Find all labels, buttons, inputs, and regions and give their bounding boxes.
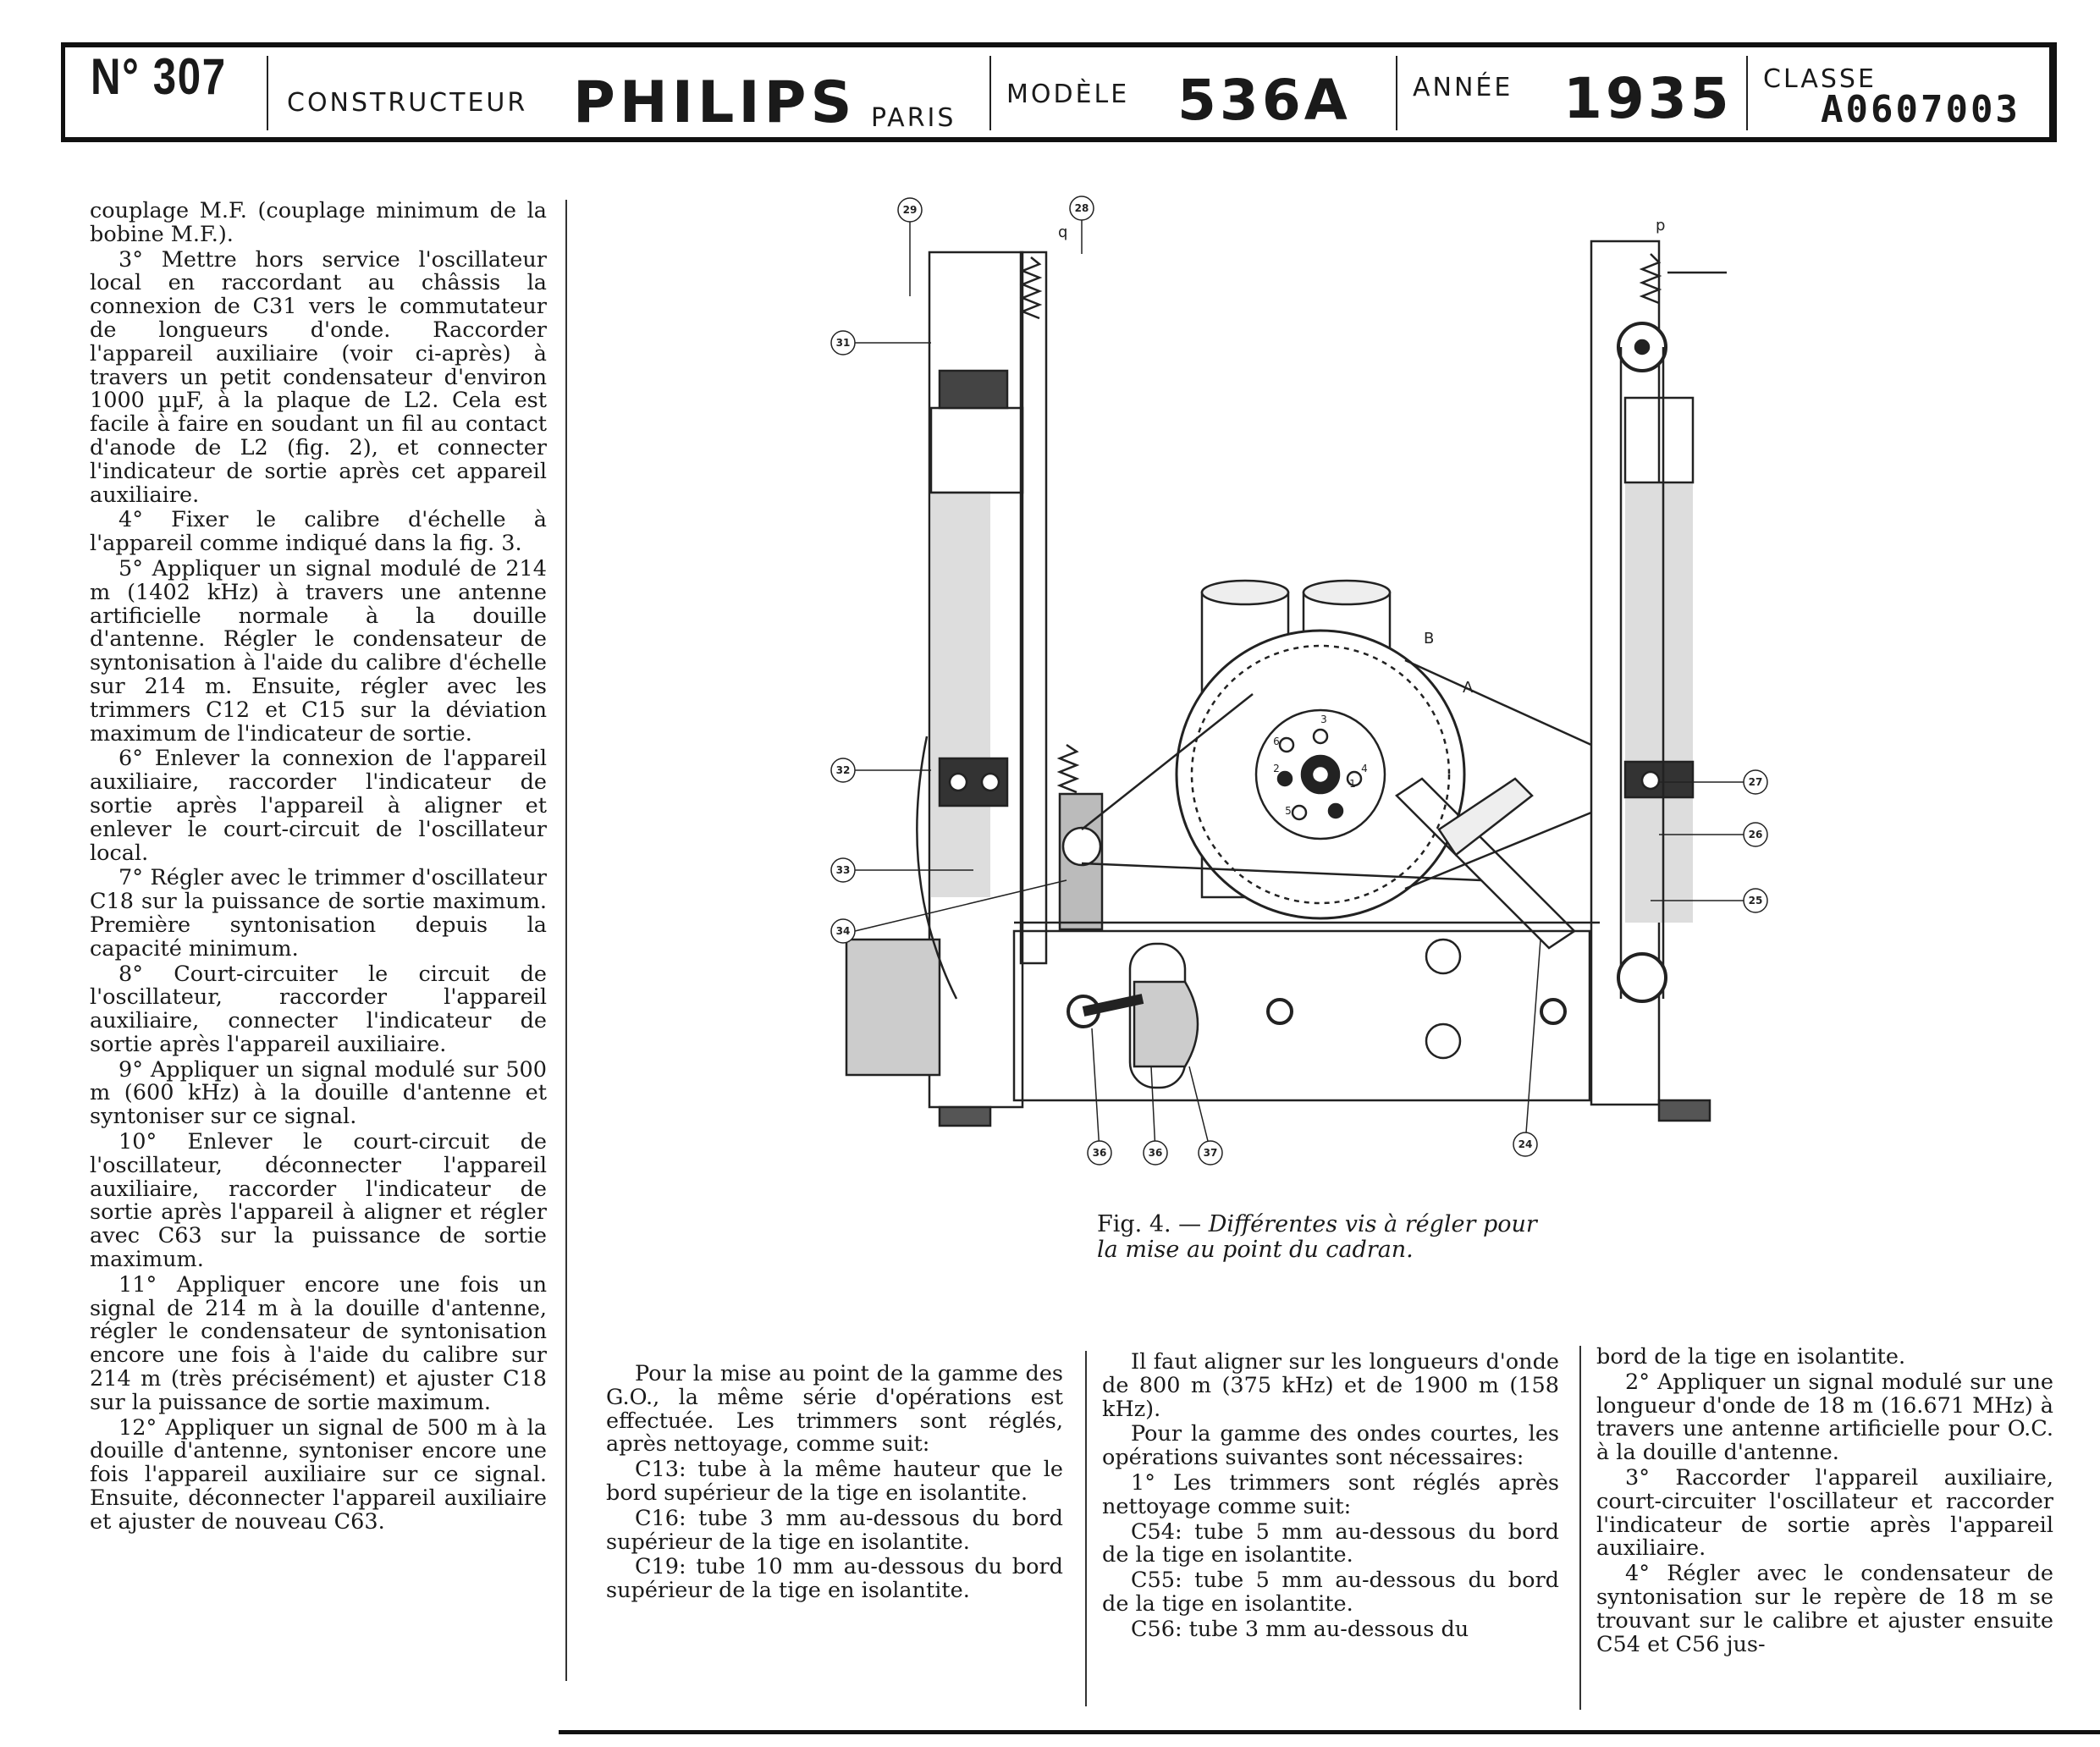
left-tower-block: [931, 408, 1022, 493]
paragraph: C19: tube 10 mm au-dessous du bord supérieur de la tige en isolantite.: [606, 1554, 1063, 1604]
callout-32: 32: [835, 764, 851, 776]
dial-number: 4: [1361, 763, 1368, 774]
paragraph: 11° Appliquer encore une fois un signal de 214 m à la douille d'antenne, régler le condensateur de syntonisation encore une fois à l'aide du calibre sur 214 m (très précisément) et ajuster C18 sur la puissance de sortie maximum.: [90, 1271, 547, 1415]
callout-27: 27: [1748, 776, 1763, 788]
column-rule: [1579, 1346, 1581, 1710]
left-rod: [1021, 252, 1046, 963]
coupler-block: [940, 371, 1007, 408]
column-rule: [565, 200, 567, 1681]
chassis-plate: [1014, 931, 1590, 1100]
dial-number: 1: [1349, 778, 1356, 790]
column-rule: [1085, 1351, 1087, 1706]
modele-value: 536A: [1177, 68, 1351, 133]
paragraph: C16: tube 3 mm au-dessous du bord supérieur de la tige en isolantite.: [606, 1505, 1063, 1555]
classe-label: CLASSE: [1763, 64, 1877, 94]
header-divider: [989, 56, 991, 130]
callout-37: 37: [1203, 1147, 1218, 1159]
paragraph: C13: tube à la même hauteur que le bord supérieur de la tige en isolantite.: [606, 1457, 1063, 1506]
paragraph: C54: tube 5 mm au-dessous du bord de la tige en isolantite.: [1102, 1518, 1559, 1568]
bottom-rule: [559, 1730, 2100, 1734]
callout-24: 24: [1518, 1138, 1533, 1150]
paragraph: couplage M.F. (couplage minimum de la bobine M.F.).: [90, 198, 547, 247]
brand-name: PHILIPS: [573, 69, 857, 136]
brand-city: PARIS: [871, 103, 956, 133]
paragraph: 7° Régler avec le trimmer d'oscillateur C18 sur la puissance de sortie maximum. Première syntonisation depuis la capacité minimum.: [90, 865, 547, 962]
paragraph: bord de la tige en isolantite.: [1596, 1344, 1906, 1369]
paragraph: 3° Mettre hors service l'oscillateur local en raccordant au châssis la connexion de C31 vers le commutateur de longueurs d'onde. Raccorder l'appareil auxiliaire (voir ci-après) à travers un petit condensateur d'environ 1000 µµF, à la plaque de L2. Cela est facile à faire en soudant un fil au contact d'anode de L2 (fig. 2), et connecter l'indicateur de sortie après cet appareil auxiliaire.: [90, 246, 547, 508]
paragraph: 8° Court-circuiter le circuit de l'oscillateur, raccorder l'appareil auxiliaire, connecter l'indicateur de sortie après l'appareil auxiliaire.: [90, 961, 547, 1057]
dial-number: 3: [1320, 714, 1327, 725]
header-divider: [267, 56, 268, 130]
paragraph: 5° Appliquer un signal modulé de 214 m (1402 kHz) à travers une antenne artificielle normale à la douille d'antenne. Régler le condensateur de syntonisation à l'aide du calibre d'échelle sur 214 m. Ensuite, régler avec les trimmers C12 et C15 sur la déviation maximum de l'indicateur de sortie.: [90, 555, 547, 747]
letter-p: p: [1656, 217, 1666, 234]
callout-26: 26: [1748, 829, 1763, 840]
classe-value: A0607003: [1821, 88, 2020, 131]
paragraph: 2° Appliquer un signal modulé sur une longueur d'onde de 18 m (16.671 MHz) à travers une antenne artificielle pour O.C. à la douille d'antenne.: [1596, 1369, 2053, 1466]
paragraph: C55: tube 5 mm au-dessous du bord de la tige en isolantite.: [1102, 1568, 1559, 1617]
sheet-number: N° 307: [91, 48, 227, 105]
dial-number: 2: [1273, 763, 1280, 774]
header-divider: [1746, 56, 1748, 130]
letter-B: B: [1424, 630, 1435, 648]
callout-28: 28: [1074, 202, 1089, 214]
paragraph: 1° Les trimmers sont réglés après nettoyage comme suit:: [1102, 1469, 1559, 1519]
caption-fig-number: Fig. 4. —: [1097, 1211, 1202, 1237]
letter-A: A: [1463, 679, 1474, 697]
text-column-1: [90, 200, 547, 1536]
constructeur-label: CONSTRUCTEUR: [287, 88, 528, 118]
callout-25: 25: [1748, 895, 1763, 907]
callout-36-a: 36: [1092, 1147, 1107, 1159]
bottom-pulley: [1618, 954, 1666, 1001]
dial-number: 5: [1285, 805, 1292, 817]
paragraph: Pour la mise au point de la gamme des G.O., la même série d'opérations est effectuée. Les trimmers sont réglés, après nettoyage, comme suit:: [606, 1361, 1063, 1458]
callout-29: 29: [902, 204, 918, 216]
letter-q: q: [1058, 223, 1068, 241]
paragraph: 6° Enlever la connexion de l'appareil auxiliaire, raccorder l'indicateur de sortie après l'appareil à aligner et enlever le court-circuit de l'oscillateur local.: [90, 746, 547, 866]
paragraph: 9° Appliquer un signal modulé sur 500 m (600 kHz) à la douille d'antenne et syntoniser sur ce signal.: [90, 1056, 547, 1130]
figure-caption: [1097, 1212, 1563, 1263]
paragraph: 10° Enlever le court-circuit de l'oscillateur, déconnecter l'appareil auxiliaire, raccorder l'indicateur de sortie après l'appareil à aligner et régler avec C63 sur la puissance de sortie maximum.: [90, 1129, 547, 1273]
paragraph: 4° Régler avec le condensateur de syntonisation sur le repère de 18 m se trouvant sur le calibre et ajuster ensuite C54 et C56 jus-: [1596, 1561, 2053, 1657]
header-band: [61, 42, 2057, 142]
header-divider: [1396, 56, 1397, 130]
paragraph: Pour la gamme des ondes courtes, les opérations suivantes sont nécessaires:: [1102, 1421, 1559, 1471]
paragraph: 4° Fixer le calibre d'échelle à l'appareil comme indiqué dans la fig. 3.: [90, 507, 547, 557]
callout-31: 31: [835, 337, 851, 349]
callout-34: 34: [835, 925, 851, 937]
caption-text: Différentes vis à régler pour la mise au point du cadran.: [1097, 1211, 1537, 1263]
annee-value: 1935: [1563, 66, 1733, 131]
modele-label: MODÈLE: [1006, 80, 1130, 109]
paragraph: C56: tube 3 mm au-dessous du: [1131, 1616, 1469, 1642]
callout-33: 33: [835, 864, 851, 876]
annee-label: ANNÉE: [1413, 73, 1513, 102]
wood-grain: [931, 491, 990, 897]
paragraph: Il faut aligner sur les longueurs d'onde de 800 m (375 kHz) et de 1900 m (158 kHz).: [1102, 1349, 1559, 1422]
text-column-2: [606, 1363, 1063, 1605]
text-column-3: [1102, 1351, 1559, 1644]
paragraph: 3° Raccorder l'appareil auxiliaire, court-circuiter l'oscillateur et raccorder l'indicateur de sortie après l'appareil auxiliaire.: [1596, 1464, 2053, 1562]
text-column-4: [1596, 1346, 2053, 1658]
dial-number: 6: [1273, 736, 1280, 747]
dial-mechanism-figure: [813, 186, 1778, 1168]
paragraph: 12° Appliquer un signal de 500 m à la douille d'antenne, syntoniser encore une fois l'appareil auxiliaire sur ce signal. Ensuite, déconnecter l'appareil auxiliaire et ajuster de nouveau C63.: [90, 1414, 547, 1535]
callout-36-b: 36: [1148, 1147, 1163, 1159]
